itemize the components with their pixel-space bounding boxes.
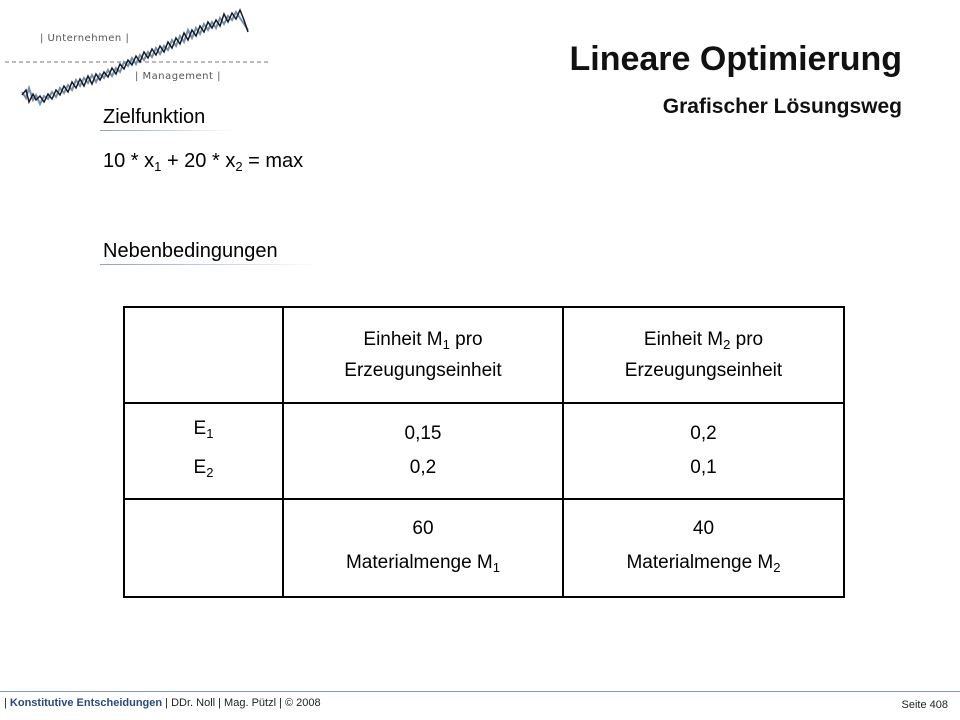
m1-value-e2: 0,2 (409, 457, 437, 478)
table-row-products (124, 403, 844, 499)
formula-sub-1: 1 (154, 159, 162, 174)
constraints-underline (100, 264, 320, 265)
table-row-limits (124, 499, 844, 597)
header-m2-text: Einheit M (643, 328, 724, 350)
limit-m2-cell (563, 499, 844, 597)
product-e1-sub: 1 (206, 426, 214, 441)
table-header-row (124, 307, 844, 403)
header-m2-line2: Erzeugungseinheit (624, 359, 783, 381)
m1-values-cell (283, 403, 563, 499)
limit-m2-label: Materialmenge M (626, 551, 774, 573)
limit-m1-label: Materialmenge M (345, 551, 493, 573)
product-cell (124, 403, 283, 499)
formula-rest: = max (242, 150, 304, 172)
m2-value-e1: 0,2 (690, 423, 717, 444)
m2-values-cell (563, 403, 844, 499)
table-corner-cell (124, 307, 283, 403)
m1-value-e1: 0,15 (404, 423, 442, 444)
header-cell-m2 (563, 307, 844, 403)
logo-text-company: | Unternehmen | (40, 33, 130, 44)
header-m2-sub: 2 (723, 336, 731, 352)
product-e2-sub: 2 (206, 465, 214, 480)
limit-m2-sub: 2 (773, 559, 781, 575)
footer-authors: | DDr. Noll | Mag. Pützl | © 2008 (162, 697, 321, 709)
objective-formula (103, 150, 303, 174)
formula-term-1: 10 * x (103, 150, 155, 172)
product-e2: E (193, 457, 207, 478)
page-title: Lineare Optimierung (569, 40, 902, 78)
page-subtitle: Grafischer Lösungsweg (662, 95, 902, 118)
objective-underline (100, 130, 235, 131)
header-m1-post: pro (449, 328, 483, 350)
footer-divider (0, 691, 960, 692)
header-cell-m1 (283, 307, 563, 403)
constraints-table (123, 306, 845, 598)
formula-sub-2: 2 (235, 159, 243, 174)
header-m1-line2: Erzeugungseinheit (344, 359, 502, 381)
product-e1: E (193, 418, 207, 439)
header-m2-post: pro (730, 328, 764, 350)
logo-text-management: | Management | (135, 71, 221, 82)
header-m1-text: Einheit M (363, 328, 443, 350)
limit-m1-sub: 1 (492, 559, 500, 575)
footer-course: Konstitutive Entscheidungen (9, 697, 163, 709)
m2-value-e2: 0,1 (690, 457, 717, 478)
header-m1-sub: 1 (442, 336, 450, 352)
footer-text (4, 697, 321, 709)
formula-term-2: + 20 * x (161, 150, 236, 172)
limits-empty-cell (124, 499, 283, 597)
limit-m1-cell (283, 499, 563, 597)
page-number: Seite 408 (901, 699, 948, 711)
limit-m1-value: 60 (412, 517, 434, 539)
limit-m2-value: 40 (692, 517, 715, 539)
constraints-label: Nebenbedingungen (103, 240, 278, 262)
footer-sep: | (4, 697, 10, 709)
objective-label: Zielfunktion (103, 106, 206, 128)
